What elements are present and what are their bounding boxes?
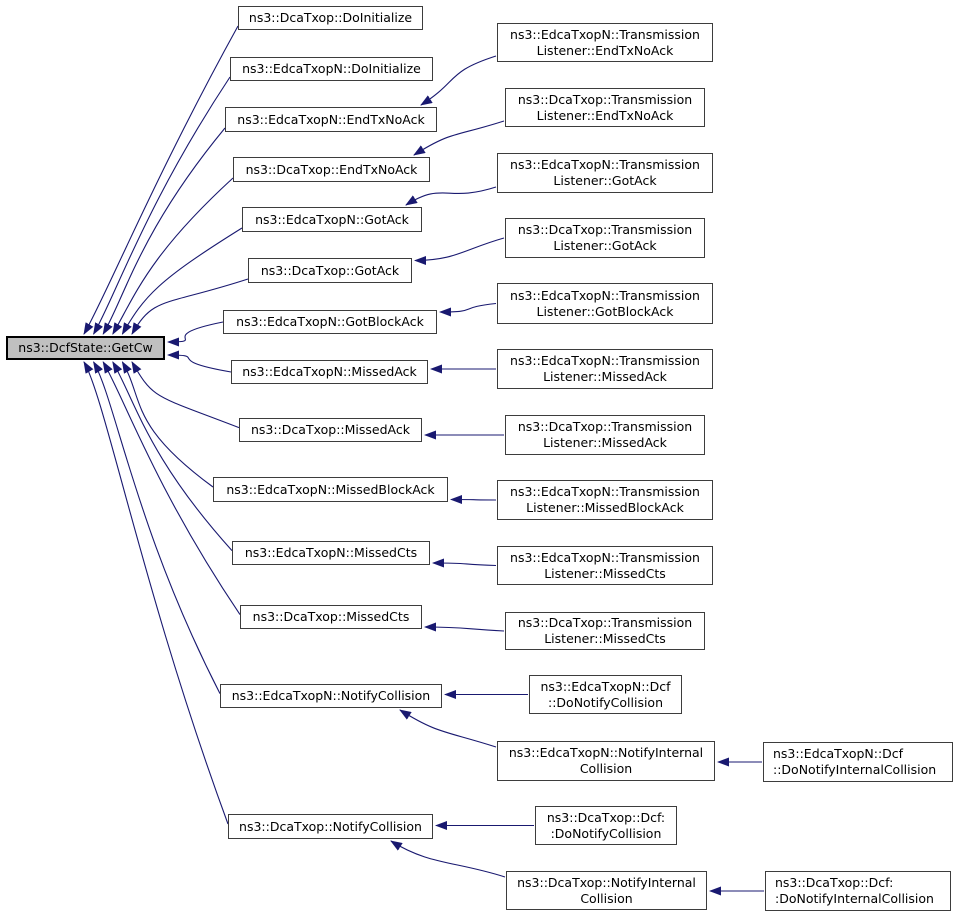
node-label-line: ns3::EdcaTxopN::Transmission (510, 287, 700, 303)
edge-tl-edca-missedblockack-to-edca-missedblockack (451, 500, 496, 501)
node-label-line: ns3::EdcaTxopN::MissedCts (244, 545, 418, 560)
node-label-line: Listener::MissedCts (544, 631, 666, 646)
edge-edca-notifyinternalcollision-to-edca-notifycollision (400, 710, 496, 747)
graph-node-edca-gotack[interactable] (242, 207, 422, 232)
node-label-line: ns3::DcaTxop::Transmission (517, 615, 693, 630)
node-label-line: ns3::EdcaTxopN::Dcf (773, 746, 904, 761)
node-label-line: ns3::EdcaTxopN::Transmission (510, 549, 700, 565)
node-label-line: Collision (580, 890, 633, 906)
graph-node-tl-edca-gotack[interactable] (497, 153, 713, 193)
node-label-line: ns3::DcaTxop::DoInitialize (248, 10, 413, 25)
edge-dca-missedack-to-getcw (132, 362, 239, 428)
edge-edca-notifycollision-to-getcw (94, 362, 220, 694)
edge-tl-edca-gotblockack-to-edca-gotblockack (440, 304, 496, 313)
graph-node-tl-dca-gotack[interactable] (505, 218, 705, 258)
graph-node-edca-endtxnoack[interactable] (225, 107, 437, 132)
graph-node-tl-dca-endtxnoack[interactable] (505, 88, 705, 127)
edge-dca-doinitialize-to-getcw (84, 26, 238, 334)
node-label-line: ns3::EdcaTxopN::GotAck (255, 211, 409, 227)
node-label-line: Listener::GotAck (553, 238, 657, 253)
node-label-line: ns3::EdcaTxopN::EndTxNoAck (237, 111, 425, 127)
node-label-line: Listener::MissedCts (544, 565, 666, 581)
node-label-line: ns3::DcaTxop::GotAck (260, 262, 400, 278)
node-label-line: Listener::MissedBlockAck (526, 500, 684, 515)
node-label-line: ns3::DcaTxop::EndTxNoAck (245, 161, 418, 177)
node-label-line: :DoNotifyCollision (550, 825, 662, 841)
node-label-line: ns3::DcaTxop::Transmission (517, 419, 693, 434)
node-label-line: ::DoNotifyCollision (548, 694, 663, 710)
node-label-line: :DoNotifyInternalCollision (775, 891, 934, 906)
graph-node-edca-missedblockack[interactable] (213, 477, 448, 502)
graph-node-edca-missedack[interactable] (231, 360, 428, 384)
node-label-line: ns3::DcaTxop::Dcf: (775, 875, 894, 890)
graph-node-dca-dcf-donotifycollision[interactable] (535, 806, 677, 845)
edge-tl-edca-gotack-to-edca-gotack (406, 187, 496, 205)
node-label-line: Listener::EndTxNoAck (536, 107, 674, 123)
graph-node-edca-notifyinternalcollision[interactable] (497, 741, 715, 781)
graph-node-edca-notifycollision[interactable] (220, 684, 442, 708)
graph-node-tl-edca-missedcts[interactable] (497, 546, 713, 585)
node-label-line: Listener::GotAck (553, 173, 657, 188)
node-label-line: Listener::GotBlockAck (536, 303, 674, 319)
node-label-line: ns3::DcfState::GetCw (18, 340, 153, 355)
node-label-line: ns3::DcaTxop::NotifyInternal (517, 874, 696, 890)
node-label-line: Collision (579, 761, 633, 776)
edge-tl-dca-gotack-to-dca-gotack (415, 238, 504, 261)
node-label-line: ns3::EdcaTxopN::NotifyCollision (231, 688, 431, 703)
node-label-line: ns3::EdcaTxopN::Transmission (510, 26, 700, 42)
node-label-line: ns3::DcaTxop::NotifyCollision (239, 818, 422, 834)
graph-node-dca-gotack[interactable] (248, 258, 412, 283)
graph-node-tl-edca-endtxnoack[interactable] (497, 23, 713, 62)
node-label-line: ns3::DcaTxop::Transmission (517, 222, 693, 237)
edge-edca-missedack-to-getcw (168, 355, 231, 372)
graph-node-edca-missedcts[interactable] (232, 541, 430, 565)
graph-node-dca-dcf-donotifyinternalcollision[interactable] (765, 871, 951, 911)
graph-node-tl-edca-missedblockack[interactable] (497, 480, 713, 520)
graph-node-getcw (6, 336, 165, 360)
node-label-line: Listener::MissedAck (543, 369, 667, 384)
graph-node-tl-dca-missedack[interactable] (505, 415, 705, 455)
graph-node-dca-notifyinternalcollision[interactable] (506, 871, 707, 910)
graph-node-tl-edca-missedack[interactable] (497, 349, 713, 389)
edge-dca-notifyinternalcollision-to-dca-notifycollision (391, 841, 505, 877)
graph-node-edca-doinitialize[interactable] (230, 57, 433, 81)
node-label-line: ns3::DcaTxop::Dcf: (546, 809, 666, 825)
graph-node-dca-doinitialize[interactable] (238, 6, 423, 30)
graph-node-edca-dcf-donotifycollision[interactable] (529, 675, 682, 714)
node-label-line: ns3::EdcaTxopN::MissedBlockAck (226, 481, 435, 497)
node-label-line: Listener::MissedAck (543, 435, 667, 450)
node-label-line: ns3::DcaTxop::MissedAck (251, 422, 410, 437)
node-label-line: ns3::DcaTxop::MissedCts (252, 609, 410, 624)
graph-node-tl-dca-missedcts[interactable] (505, 612, 705, 650)
edge-tl-edca-missedcts-to-edca-missedcts (433, 563, 496, 566)
node-label-line: ns3::EdcaTxopN::MissedAck (242, 364, 417, 379)
graph-node-dca-notifycollision[interactable] (228, 814, 433, 839)
node-label-line: ns3::DcaTxop::Transmission (517, 91, 693, 107)
node-label-line: ns3::EdcaTxopN::GotBlockAck (236, 314, 424, 329)
graph-node-tl-edca-gotblockack[interactable] (497, 283, 713, 324)
node-label-line: ns3::EdcaTxopN::DoInitialize (242, 61, 421, 76)
edge-edca-doinitialize-to-getcw (94, 77, 230, 334)
node-label-line: ::DoNotifyInternalCollision (773, 762, 937, 777)
graph-node-edca-gotblockack[interactable] (223, 310, 437, 334)
edge-edca-missedcts-to-getcw (113, 362, 232, 551)
node-label-line: ns3::EdcaTxopN::Transmission (510, 157, 700, 172)
graph-node-edca-dcf-donotifyinternalcollision[interactable] (763, 742, 953, 782)
edge-edca-gotblockack-to-getcw (168, 322, 223, 342)
graph-node-dca-missedcts[interactable] (240, 605, 422, 629)
node-label-line: ns3::EdcaTxopN::Dcf (540, 678, 671, 694)
graph-node-dca-endtxnoack[interactable] (233, 157, 430, 182)
node-label-line: Listener::EndTxNoAck (536, 42, 674, 58)
edge-tl-dca-missedcts-to-dca-missedcts (425, 627, 504, 631)
node-label-line: ns3::EdcaTxopN::NotifyInternal (508, 745, 704, 760)
node-label-line: ns3::EdcaTxopN::Transmission (510, 353, 700, 368)
edge-dca-notifycollision-to-getcw (84, 362, 228, 824)
graph-node-dca-missedack[interactable] (239, 418, 422, 442)
node-label-line: ns3::EdcaTxopN::Transmission (510, 484, 700, 499)
